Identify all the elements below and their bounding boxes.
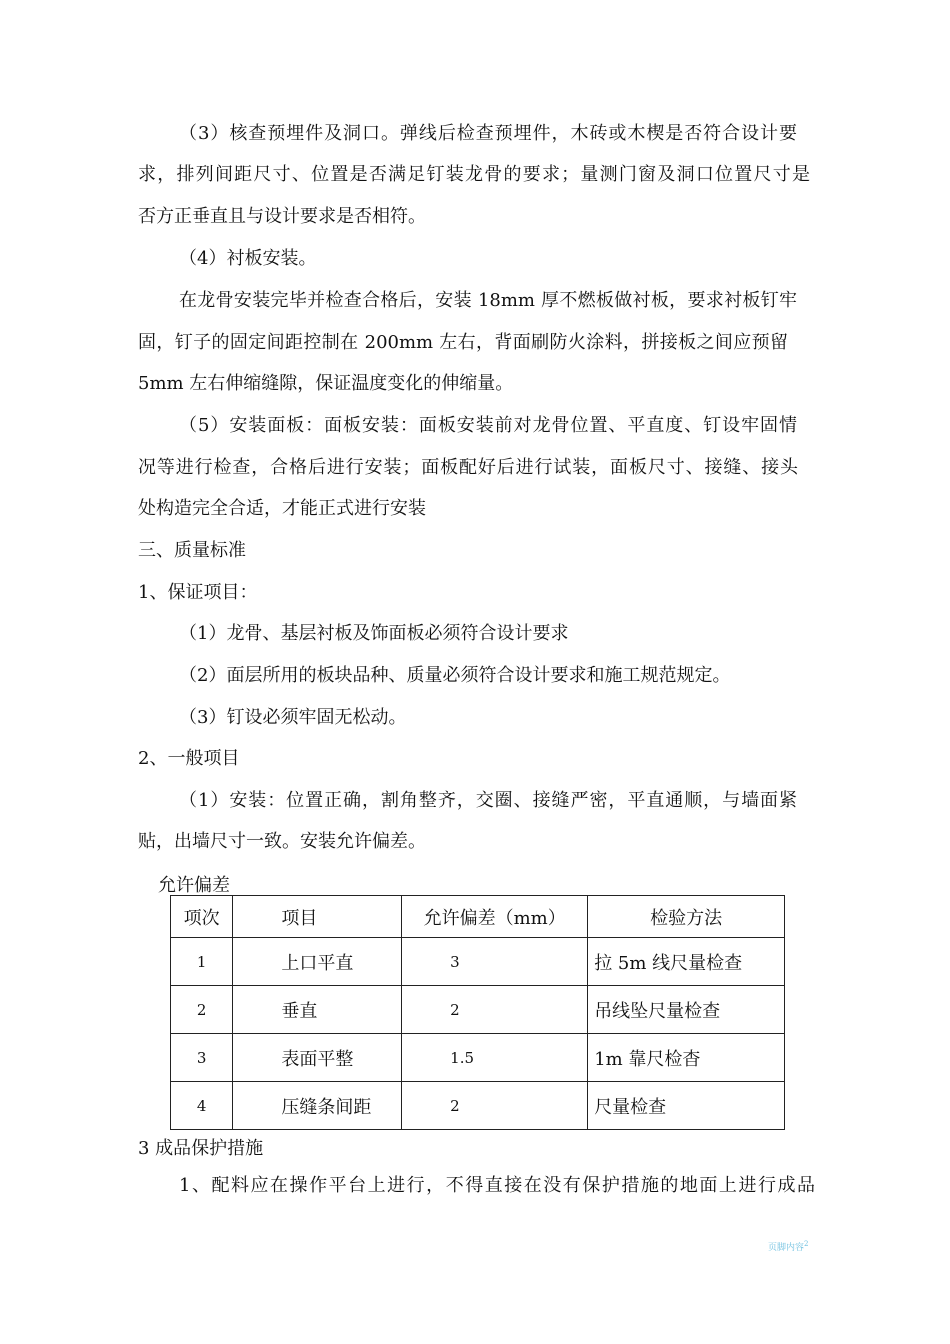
page-footer — [768, 1239, 812, 1254]
para-liner-line-3: 5mm 左右伸缩缝隙，保证温度变化的伸缩量。 — [138, 373, 514, 394]
row-index: 4 — [171, 1082, 233, 1130]
row-index: 2 — [171, 986, 233, 1034]
row-tolerance: 1.5 — [402, 1034, 588, 1082]
para-3-line-1: （3）核查预埋件及洞口。弹线后检查预埋件，木砖或木楔是否符合设计要 — [179, 123, 797, 144]
header-method: 检验方法 — [588, 896, 785, 938]
table-row — [171, 986, 785, 1034]
row-method: 尺量检查 — [588, 1082, 785, 1130]
guarantee-item-2: （2）面层所用的板块品种、质量必须符合设计要求和施工规范规定。 — [179, 665, 731, 686]
table-row — [171, 1082, 785, 1130]
guarantee-item-3: （3）钉设必须牢固无松动。 — [179, 707, 407, 728]
table-caption: 允许偏差 — [158, 875, 230, 896]
section-quality-standard: 三、质量标准 — [138, 540, 246, 561]
table-row — [171, 1034, 785, 1082]
row-index: 1 — [171, 938, 233, 986]
para-liner-line-2: 固，钉子的固定间距控制在 200mm 左右，背面刷防火涂料，拼接板之间应预留 — [138, 332, 788, 353]
para-5-line-1: （5）安装面板：面板安装：面板安装前对龙骨位置、平直度、钉设牢固情 — [179, 415, 797, 436]
para-3-line-2: 求，排列间距尺寸、位置是否满足钉装龙骨的要求；量测门窗及洞口位置尺寸是 — [138, 164, 810, 185]
guarantee-items-heading: 1、保证项目： — [138, 582, 258, 603]
row-item: 表面平整 — [233, 1034, 402, 1082]
para-4-heading: （4）衬板安装。 — [179, 248, 317, 269]
para-5-line-2: 况等进行检查，合格后进行安装；面板配好后进行试装，面板尺寸、接缝、接头 — [138, 457, 798, 478]
row-item: 压缝条间距 — [233, 1082, 402, 1130]
row-tolerance: 2 — [402, 1082, 588, 1130]
table-header-row — [171, 896, 785, 938]
row-index: 3 — [171, 1034, 233, 1082]
para-liner-line-1: 在龙骨安装完毕并检查合格后，安装 18mm 厚不燃板做衬板，要求衬板钉牢 — [179, 290, 797, 311]
row-method: 1m 靠尺检杳 — [588, 1034, 785, 1082]
protection-measures-heading: 3 成品保护措施 — [138, 1138, 264, 1159]
guarantee-item-1: （1）龙骨、基层衬板及饰面板必须符合设计要求 — [179, 623, 569, 644]
page-number: 2 — [804, 1240, 809, 1248]
general-item-1-line-1: （1）安装：位置正确，割角整齐，交圈、接缝严密，平直通顺，与墙面紧 — [179, 790, 797, 811]
row-method: 拉 5m 线尺量检查 — [588, 938, 785, 986]
row-method: 吊线坠尺量检查 — [588, 986, 785, 1034]
protection-measure-1: 1、配料应在操作平台上进行，不得直接在没有保护措施的地面上进行成品 — [179, 1175, 815, 1196]
para-5-line-3: 处构造完全合适，才能正式进行安装 — [138, 498, 426, 519]
row-tolerance: 3 — [402, 938, 588, 986]
general-items-heading: 2、一般项目 — [138, 748, 240, 769]
header-tolerance: 允许偏差（mm） — [402, 896, 588, 938]
row-tolerance: 2 — [402, 986, 588, 1034]
para-3-line-3: 否方正垂直且与设计要求是否相符。 — [138, 206, 426, 227]
footer-text: 页脚内容 — [768, 1243, 805, 1253]
row-item: 垂直 — [233, 986, 402, 1034]
tolerance-table — [170, 895, 785, 1130]
header-index: 项次 — [171, 896, 233, 938]
row-item: 上口平直 — [233, 938, 402, 986]
table-row — [171, 938, 785, 986]
general-item-1-line-2: 贴，出墙尺寸一致。安装允许偏差。 — [138, 831, 426, 852]
header-item: 项目 — [233, 896, 402, 938]
